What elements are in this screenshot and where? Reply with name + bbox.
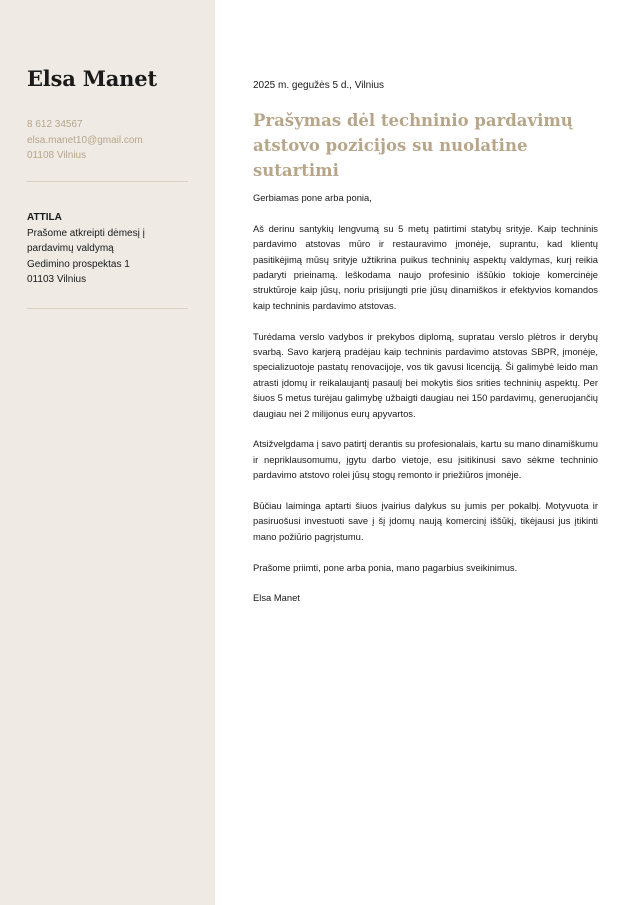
letter-paragraph: Atsižvelgdama į savo patirtį derantis su profesionalais, kartu su mano dinamiškumu ir nepriklausomumu, įgytu darbo vietoje, esu įsitikinusi savo sėkme techninio pardavimo atstovo rolei jūsų stogų remonto ir priežiūros įmonėje. xyxy=(253,438,598,481)
recipient-street: Gedimino prospektas 1 xyxy=(27,258,130,270)
recipient-line-2: pardavimų valdymą xyxy=(27,243,114,254)
letter-signature: Elsa Manet xyxy=(253,592,300,604)
letter-subject: Prašymas dėl techninio pardavimų atstovo pozicijos su nuolatine sutartimi xyxy=(253,111,573,180)
letter-closing: Prašome priimti, pone arba ponia, mano pagarbius sveikinimus. xyxy=(253,561,518,573)
recipient-city: 01103 Vilnius xyxy=(27,274,87,285)
letter-date: 2025 m. gegužės 5 d., Vilnius xyxy=(253,80,385,91)
letter-body xyxy=(253,190,598,621)
sidebar-divider xyxy=(27,308,188,309)
recipient-line-1: Prašome atkreipti dėmesį į xyxy=(27,227,145,239)
sender-address: 01108 Vilnius xyxy=(27,150,87,161)
letter-greeting: Gerbiamas pone arba ponia, xyxy=(253,192,372,203)
recipient-name: ATTILA xyxy=(27,212,62,223)
sidebar xyxy=(0,0,215,905)
sidebar-divider xyxy=(27,181,188,182)
sender-name: Elsa Manet xyxy=(27,66,157,91)
sender-phone: 8 612 34567 xyxy=(27,119,83,130)
letter-paragraph: Būčiau laiminga aptarti šiuos įvairius dalykus su jumis per pokalbį. Motyvuota ir pasiruošusi investuoti save į šį įdomų naują komercinį iššūkį, tikėjausi jus įtikinti mano požiūrio pagrįstumu. xyxy=(253,500,598,542)
recipient-block xyxy=(27,210,145,288)
letter-paragraph: Aš derinu santykių lengvumą su 5 metų patirtimi statybų srityje. Kaip techninis pardavimo atstovas mūro ir restauravimo įmonėje, suprantu, kad klientų pasitikėjimą mūsų srityje užtikrina puikus techninių aspektų valdymas, kurį reikia padaryti prieinamą. Ieškodama naujo profesinio iššūkio tokioje komercinėje struktūroje kaip jūsų, noriu prisijungti prie jūsų dinamiškos ir efektyvios komandos kaip techninis pardavimo atstovas. xyxy=(253,222,598,311)
sender-email: elsa.manet10@gmail.com xyxy=(27,134,143,146)
letter-paragraph: Turėdama verslo vadybos ir prekybos diplomą, supratau verslo plėtros ir derybų svarbą. Savo karjerą pradėjau kaip techninis pardavimo atstovas SBPR, įmonėje, specializuotoje pastatų renovacijoje, vos tik gavusi licenciją. Ši galimybė leido man atrasti įdomų ir reikalaujantį pasaulį bei mokytis šios srities techninių aspektų. Per šiuos 5 metus turėjau galimybę užbaigti daugiau nei 150 pardavimų, generuojančių daugiau nei 2 milijonus eurų apyvartos. xyxy=(253,330,598,419)
contact-block xyxy=(27,117,143,164)
